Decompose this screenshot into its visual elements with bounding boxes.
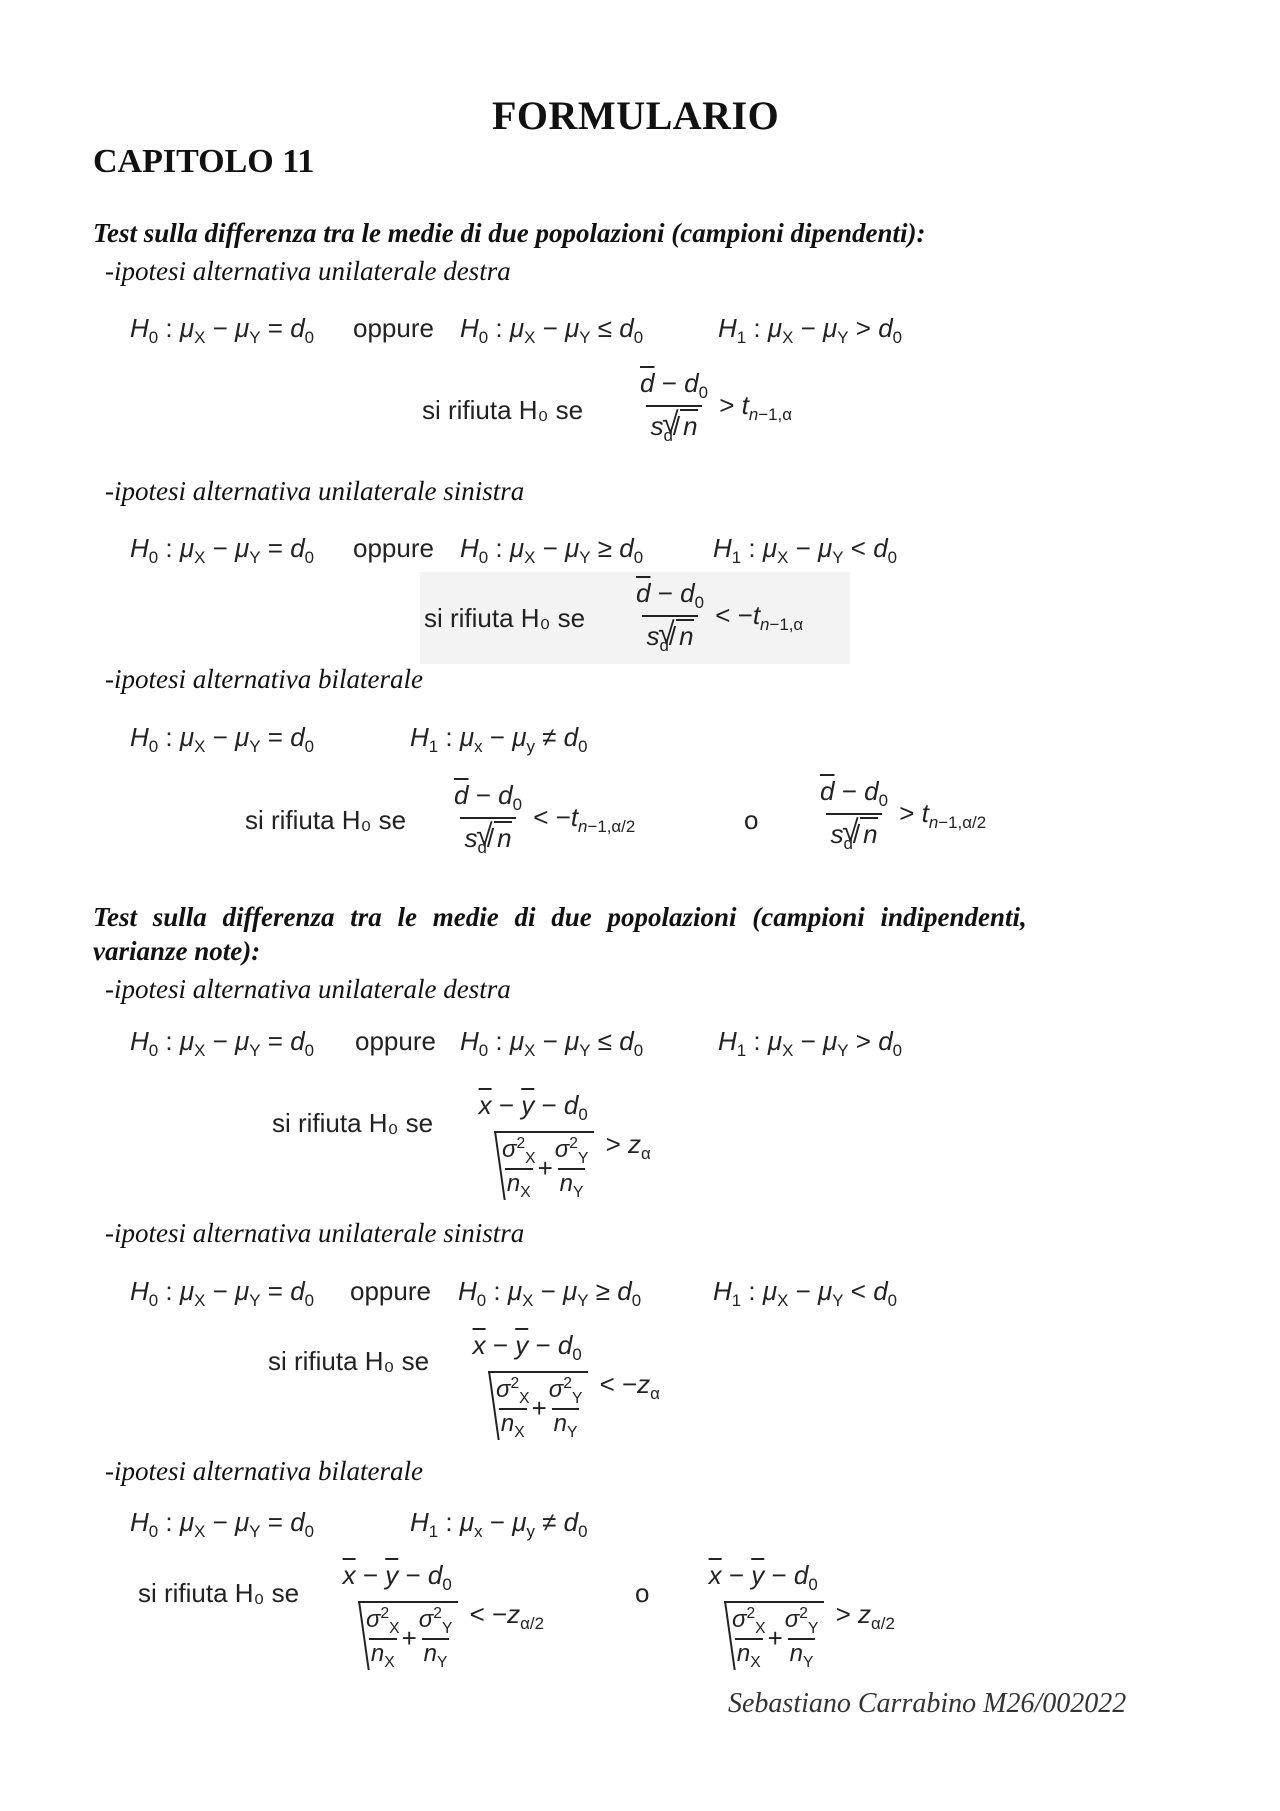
alt-hypothesis: $H_1$ : $\mu_X - \mu_Y > d_0$ xyxy=(718,313,903,348)
null-hypothesis: $H_0$ : $\mu_X - \mu_Y = d_0$ xyxy=(130,1507,315,1542)
section-heading-dependent: Test sulla differenza tra le medie di due popolazioni (campioni dipendenti): xyxy=(93,218,926,248)
case-label: -ipotesi alternativa bilaterale xyxy=(105,664,423,694)
test-statistic-right: $\overline{x} - \overline{y} - d_0$ $\sigma^2_X$ $n_X$ + $\sigma^2_Y$ $n_Y$ > $z_{\alpha/2}$ xyxy=(708,1560,895,1671)
oppure-label: oppure xyxy=(355,1026,436,1056)
test-statistic-right: $\frac{\overline{d} - d_0}{s_d/ √ n}$ > $t_{n-1,\alpha/2}$ xyxy=(816,776,986,854)
reject-label: si rifiuta H₀ se xyxy=(138,1578,300,1608)
test-statistic: $\frac{\overline{d} - d_0}{s_d/ √ n}$ < $-t_{n-1,\alpha}$ xyxy=(632,578,803,656)
alt-hypothesis: $H_1$ : $\mu_X - \mu_Y < d_0$ xyxy=(713,1276,898,1311)
test-statistic-left: $\overline{x} - \overline{y} - d_0$ $\sigma^2_X$ $n_X$ + $\sigma^2_Y$ $n_Y$ < $-z_{\alpha/2}$ xyxy=(342,1560,545,1671)
null-hypothesis-alt: $H_0$ : $\mu_X - \mu_Y \le d_0$ xyxy=(460,1026,644,1061)
test-statistic-left: $\frac{\overline{d} - d_0}{s_d/ √ n}$ < $-t_{n-1,\alpha/2}$ xyxy=(450,780,635,858)
author-signature: Sebastiano Carrabino M26/002022 xyxy=(728,1688,1127,1719)
null-hypothesis-alt: $H_0$ : $\mu_X - \mu_Y \le d_0$ xyxy=(460,313,644,348)
case-label: -ipotesi alternativa unilaterale sinistra xyxy=(105,476,525,506)
null-hypothesis: $H_0$ : $\mu_X - \mu_Y = d_0$ xyxy=(130,1276,315,1311)
or-label: o xyxy=(744,805,759,835)
null-hypothesis: $H_0$ : $\mu_X - \mu_Y = d_0$ xyxy=(130,313,315,348)
null-hypothesis-alt: $H_0$ : $\mu_X - \mu_Y \ge d_0$ xyxy=(460,533,644,568)
reject-label: si rifiuta H₀ se xyxy=(422,395,584,425)
oppure-label: oppure xyxy=(350,1276,431,1306)
test-statistic: $\overline{x} - \overline{y} - d_0$ $\sigma^2_X$ $n_X$ + $\sigma^2_Y$ $n_Y$ < $-z_\alpha$ xyxy=(472,1330,660,1441)
reject-label: si rifiuta H₀ se xyxy=(272,1108,434,1138)
reject-label: si rifiuta H₀ se xyxy=(245,805,407,835)
oppure-label: oppure xyxy=(353,313,434,343)
section-heading-independent: Test sulla differenza tra le medie di due popolazioni (campioni indipendenti, xyxy=(93,902,1027,932)
case-label: -ipotesi alternativa bilaterale xyxy=(105,1456,423,1486)
null-hypothesis-alt: $H_0$ : $\mu_X - \mu_Y \ge d_0$ xyxy=(458,1276,642,1311)
page-title: FORMULARIO xyxy=(492,93,780,138)
test-statistic: $\overline{x} - \overline{y} - d_0$ $\sigma^2_X$ $n_X$ + $\sigma^2_Y$ $n_Y$ > $z_\alpha$ xyxy=(478,1090,651,1201)
case-label: -ipotesi alternativa unilaterale destra xyxy=(105,974,511,1004)
test-statistic: $\frac{\overline{d} - d_0}{s_d/ √ n}$ > $t_{n-1,\alpha}$ xyxy=(636,368,792,446)
alt-hypothesis: $H_1$ : $\mu_X - \mu_Y < d_0$ xyxy=(713,533,898,568)
null-hypothesis: $H_0$ : $\mu_X - \mu_Y = d_0$ xyxy=(130,722,315,757)
chapter-heading: CAPITOLO 11 xyxy=(93,143,315,180)
reject-label: si rifiuta H₀ se xyxy=(268,1346,430,1376)
null-hypothesis: $H_0$ : $\mu_X - \mu_Y = d_0$ xyxy=(130,1026,315,1061)
alt-hypothesis: $H_1$ : $\mu_x - \mu_y \ne d_0$ xyxy=(410,1507,588,1542)
null-hypothesis: $H_0$ : $\mu_X - \mu_Y = d_0$ xyxy=(130,533,315,568)
section-heading-independent-cont: varianze note): xyxy=(93,936,261,966)
or-label: o xyxy=(635,1578,650,1608)
reject-label: si rifiuta H₀ se xyxy=(424,603,586,633)
alt-hypothesis: $H_1$ : $\mu_X - \mu_Y > d_0$ xyxy=(718,1026,903,1061)
alt-hypothesis: $H_1$ : $\mu_x - \mu_y \ne d_0$ xyxy=(410,722,588,757)
oppure-label: oppure xyxy=(353,533,434,563)
case-label: -ipotesi alternativa unilaterale destra xyxy=(105,256,511,286)
case-label: -ipotesi alternativa unilaterale sinistra xyxy=(105,1218,525,1248)
